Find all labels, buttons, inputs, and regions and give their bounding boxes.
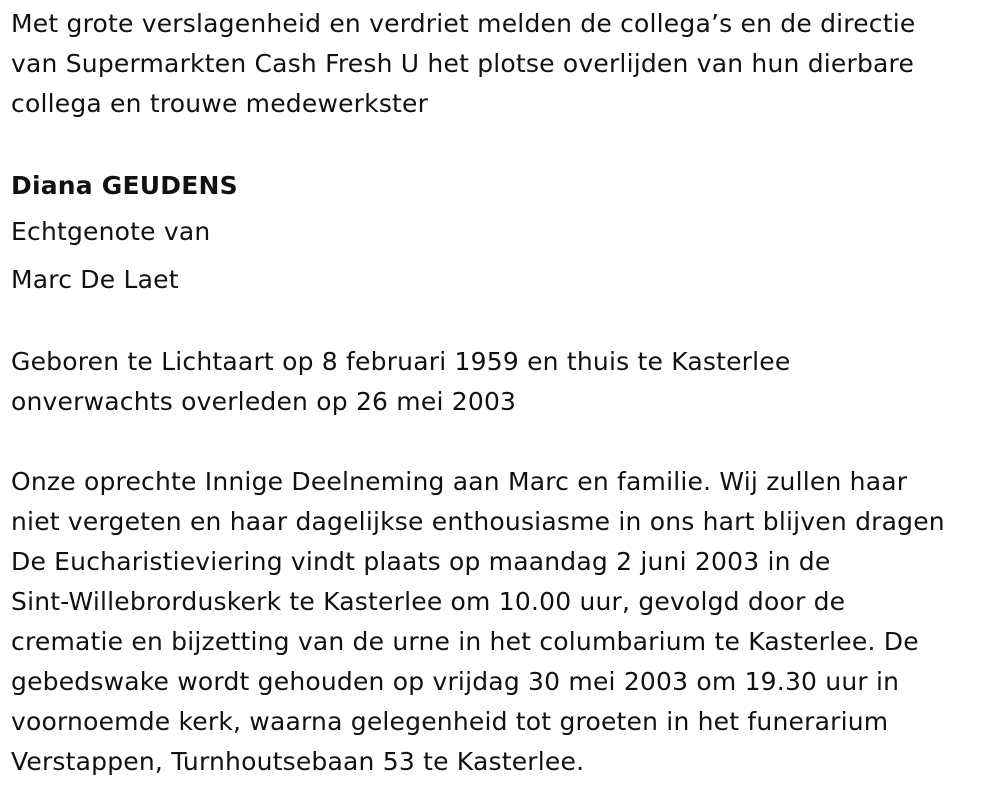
obituary-document (11, 4, 996, 782)
message-line: crematie en bijzetting van de urne in het columbarium te Kasterlee. De (11, 627, 919, 656)
message-line: Verstappen, Turnhoutsebaan 53 te Kasterlee. (11, 747, 585, 776)
intro-line: Met grote verslagenheid en verdriet melden de collega’s en de directie (11, 9, 916, 38)
paragraph-spacer (11, 304, 996, 342)
intro-line: collega en trouwe medewerkster (11, 89, 429, 118)
deceased-block (11, 164, 996, 304)
spouse-name: Marc De Laet (11, 265, 179, 294)
relation-label: Echtgenote van (11, 217, 211, 246)
message-line: niet vergeten en haar dagelijkse enthousiasme in ons hart blijven dragen (11, 507, 945, 536)
message-line: Sint-Willebrorduskerk te Kasterlee om 10.00 uur, gevolgd door de (11, 587, 846, 616)
intro-line: van Supermarkten Cash Fresh U het plotse overlijden van hun dierbare (11, 49, 915, 78)
birth-death-paragraph (11, 342, 996, 422)
paragraph-spacer (11, 422, 996, 462)
message-paragraph (11, 462, 996, 782)
message-line: Onze oprechte Innige Deelneming aan Marc en familie. Wij zullen haar (11, 467, 908, 496)
message-line: voornoemde kerk, waarna gelegenheid tot groeten in het funerarium (11, 707, 889, 736)
birth-death-line: Geboren te Lichtaart op 8 februari 1959 en thuis te Kasterlee (11, 347, 791, 376)
message-line: gebedswake wordt gehouden op vrijdag 30 mei 2003 om 19.30 uur in (11, 667, 900, 696)
deceased-name: Diana GEUDENS (11, 171, 238, 200)
paragraph-spacer (11, 124, 996, 164)
message-line: De Eucharistieviering vindt plaats op maandag 2 juni 2003 in de (11, 547, 831, 576)
birth-death-line: onverwachts overleden op 26 mei 2003 (11, 387, 517, 416)
intro-paragraph (11, 4, 996, 124)
